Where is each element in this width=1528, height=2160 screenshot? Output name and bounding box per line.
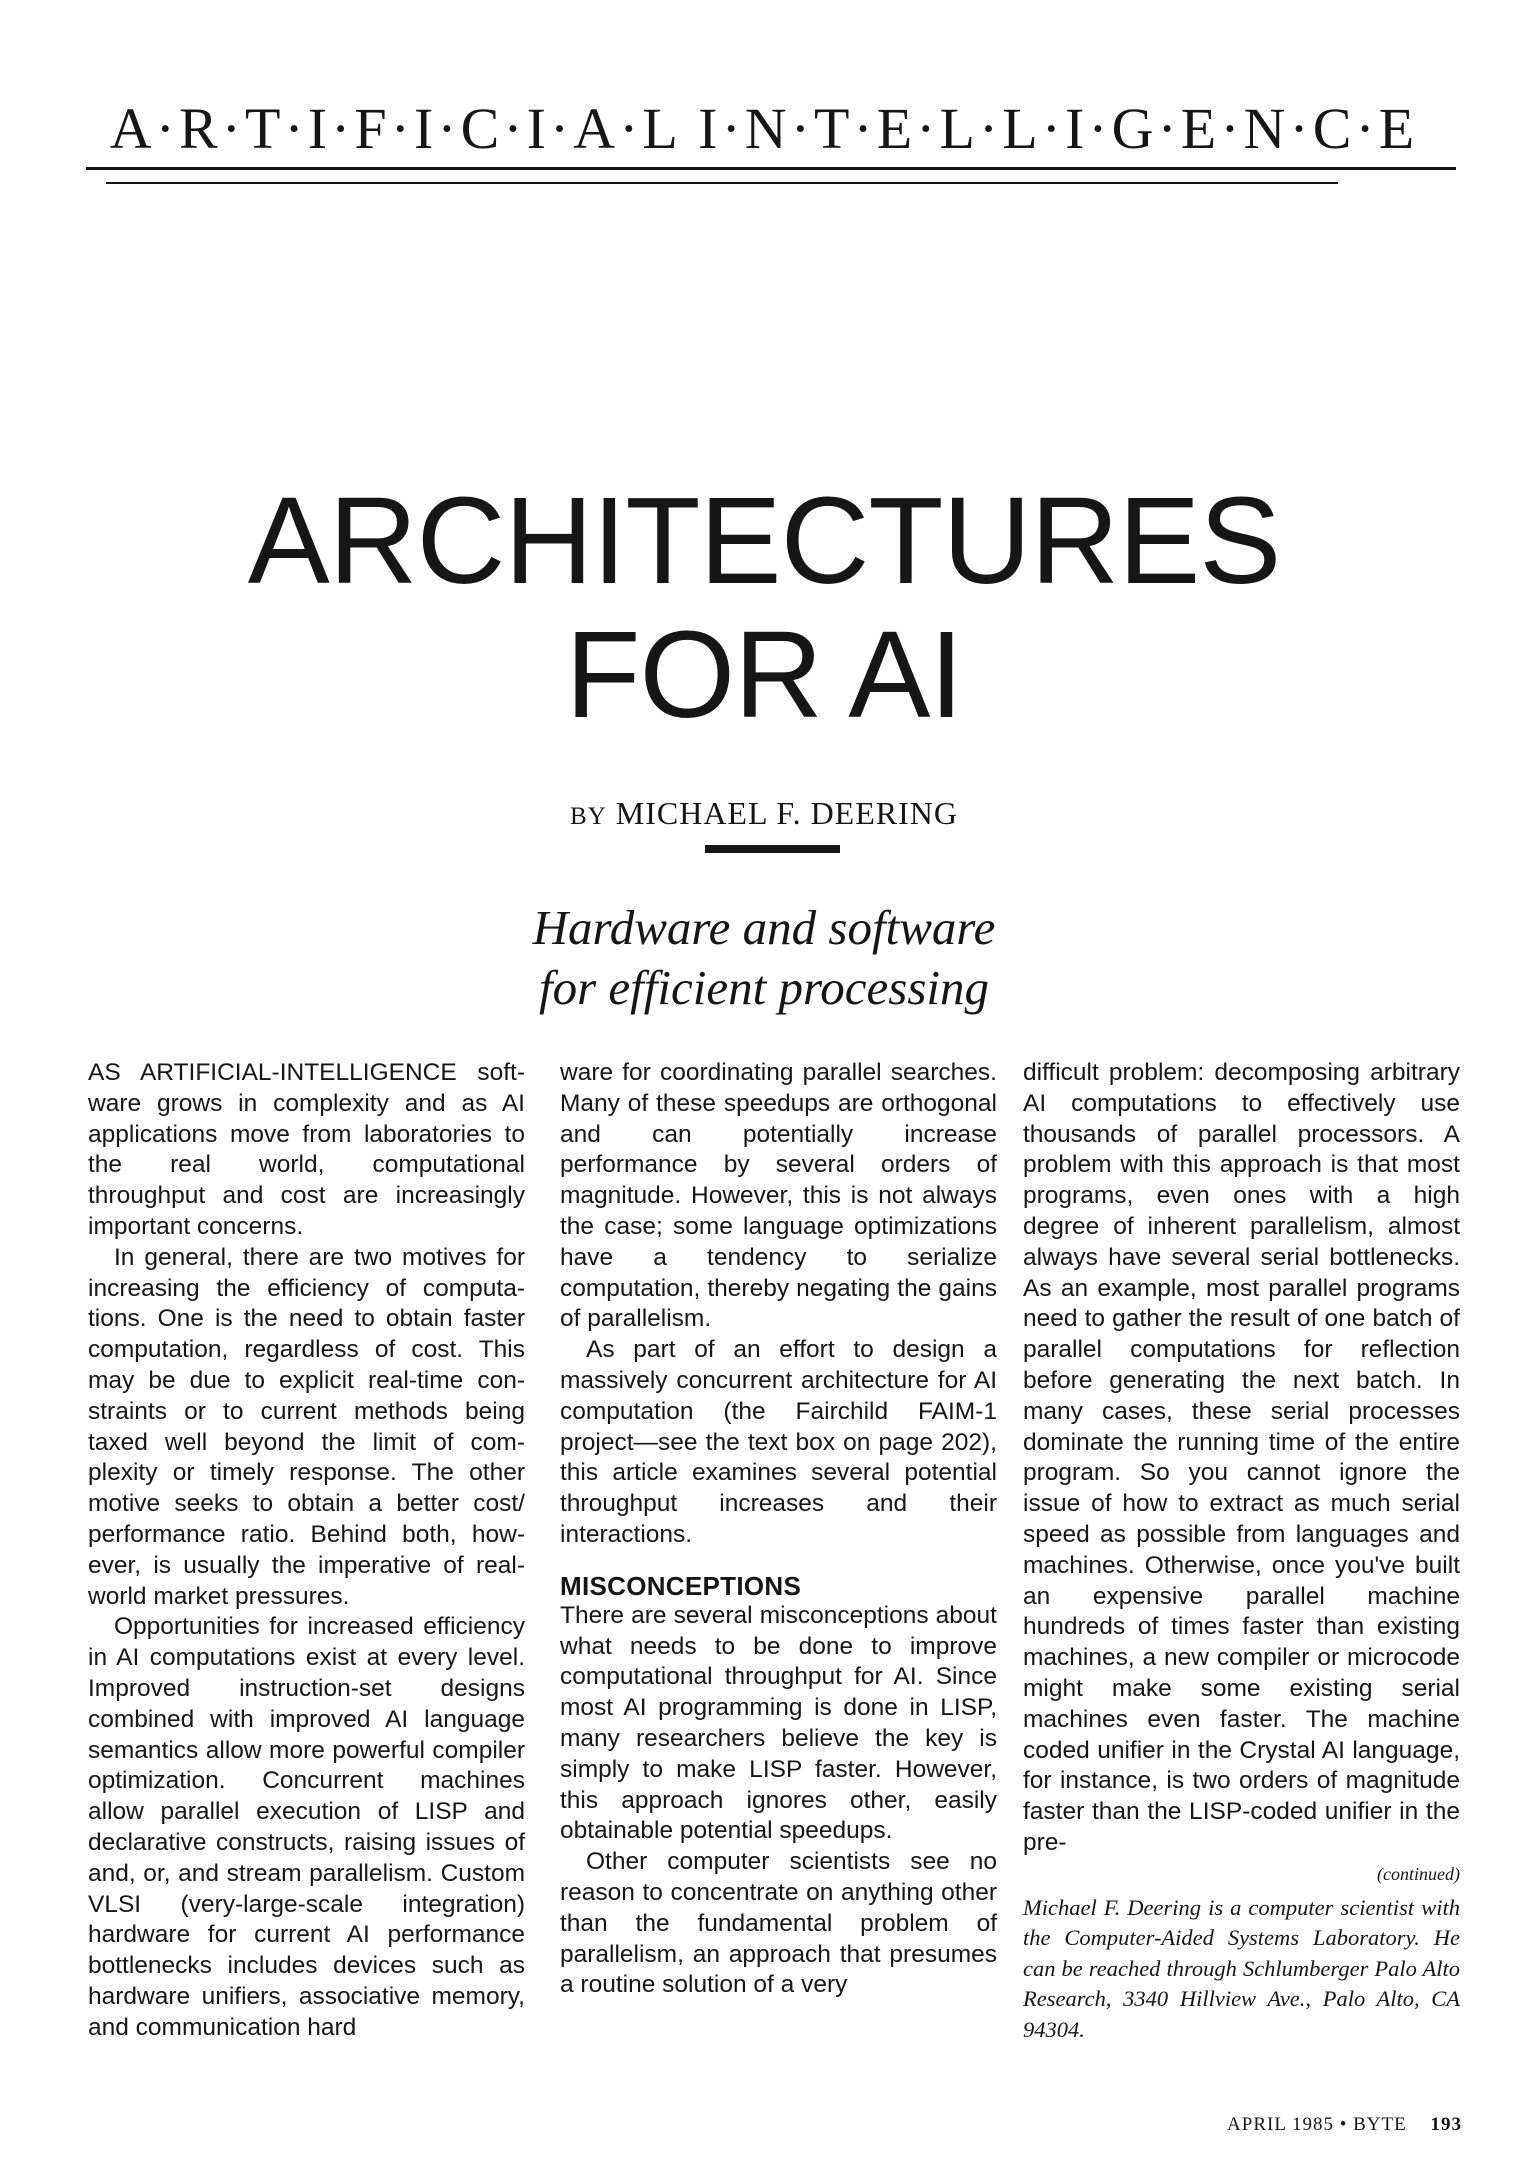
body-paragraph: difficult problem: decomposing arbitrary AI computations to effectively use thousands of parallel processors. A problem with this approach is that most programs, even ones with a high degree of inherent parallelism, almost always have several serial bottlenecks. As an example, most parallel programs need to gather the result of one batch of parallel computations for reflection before generating the next batch. In many cases, these serial processes dominate the running time of the entire program. So you cannot ignore the issue of how to extract as much serial speed as possible from languages and machines. Otherwise, once you've built an expensive parallel machine hundreds of times faster than existing machines, a new compiler or microcode might make some existing serial machines even faster. The machine coded unifier in the Crystal AI language, for instance, is two orders of magnitude faster than the LISP-coded unifier in the pre- <box>1023 1059 1460 1856</box>
column-2 <box>560 1058 997 2001</box>
body-paragraph: AS ARTIFICIAL-INTELLIGENCE software grows in complexity and as AI applications move from laboratories to the real world, computational throughput and cost are increasingly important concerns. <box>88 1059 525 1240</box>
byline-bar <box>705 845 840 853</box>
body-paragraph: Other computer scientists see no reason to concentrate on anything other than the fundamental problem of parallelism, an approach that presumes a routine solution of a very <box>560 1848 997 1999</box>
article-title <box>0 475 1528 743</box>
column-1 <box>88 1058 525 2044</box>
title-line-2: FOR AI <box>565 607 963 745</box>
title-line-1: ARCHITECTURES <box>247 473 1281 610</box>
body-paragraph: There are several misconceptions about what needs to be done to improve computational throughput for AI. Since most AI programming is done in LISP, many researchers believe the key is simply to make LISP faster. However, this approach ignores other, easily obtainable potential speedups. <box>560 1601 997 1845</box>
deck-line-1: Hardware and software <box>532 900 996 955</box>
author-name: MICHAEL F. DEERING <box>615 795 958 831</box>
author-bio: Michael F. Deering is a computer scientist with the Computer-Aided Systems Laboratory. He can be reached through Schlumberger Palo Alto Research, 3340 Hillview Ave., Palo Alto, CA 94304. <box>1023 1894 1460 2042</box>
body-paragraph: ware for coordinating parallel searches. Many of these speedups are orthogonal and can potentially increase performance by several orders of magnitude. However, this is not always the case; some language optimizations have a tendency to serialize computation, thereby negating the gains of parallelism. <box>560 1059 997 1333</box>
article-deck <box>0 898 1528 1018</box>
page-footer <box>1227 2114 1462 2136</box>
issue-label: APRIL 1985 • BYTE <box>1227 2114 1407 2135</box>
deck-line-2: for efficient processing <box>539 960 989 1015</box>
page-number: 193 <box>1430 2114 1462 2135</box>
header-rule-thick <box>86 167 1456 170</box>
byline-prefix: BY <box>570 803 607 830</box>
section-header: A·R·T·I·F·I·C·I·A·L I·N·T·E·L·L·I·G·E·N·C·E <box>109 96 1419 161</box>
header-rule-thin <box>106 182 1338 184</box>
byline <box>0 795 1528 832</box>
continued-note: (continued) <box>1377 1863 1460 1884</box>
body-paragraph: Opportunities for increased efficiency in AI computations exist at every level. Improved instruction-set designs combined with improved AI language semantics allow more powerful compiler optimization. Concurrent machines allow parallel execution of LISP and declarative constructs, raising issues of and, or, and stream parallelism. Custom VLSI (very-large-scale integration) hardware for current AI performance bottlenecks includes devices such as hardware unifiers, associative memory, and communication hard <box>88 1613 525 2041</box>
column-3 <box>1023 1058 1460 2045</box>
section-heading: MISCONCEPTIONS <box>560 1570 802 1601</box>
body-paragraph: As part of an effort to design a massively concurrent architecture for AI computation (the Fairchild FAIM-1 project—see the text box on page 202), this article examines several potential throughput increases and their interactions. <box>560 1336 997 1548</box>
body-paragraph: In general, there are two motives for increasing the efficiency of computations. One is the need to obtain faster computation, regardless of cost. This may be due to explicit real-time constraints or to current methods being taxed well beyond the limit of complexity or timely response. The other motive seeks to obtain a better cost/ performance ratio. Behind both, however, is usually the imperative of realworld market pressures. <box>88 1243 525 1610</box>
